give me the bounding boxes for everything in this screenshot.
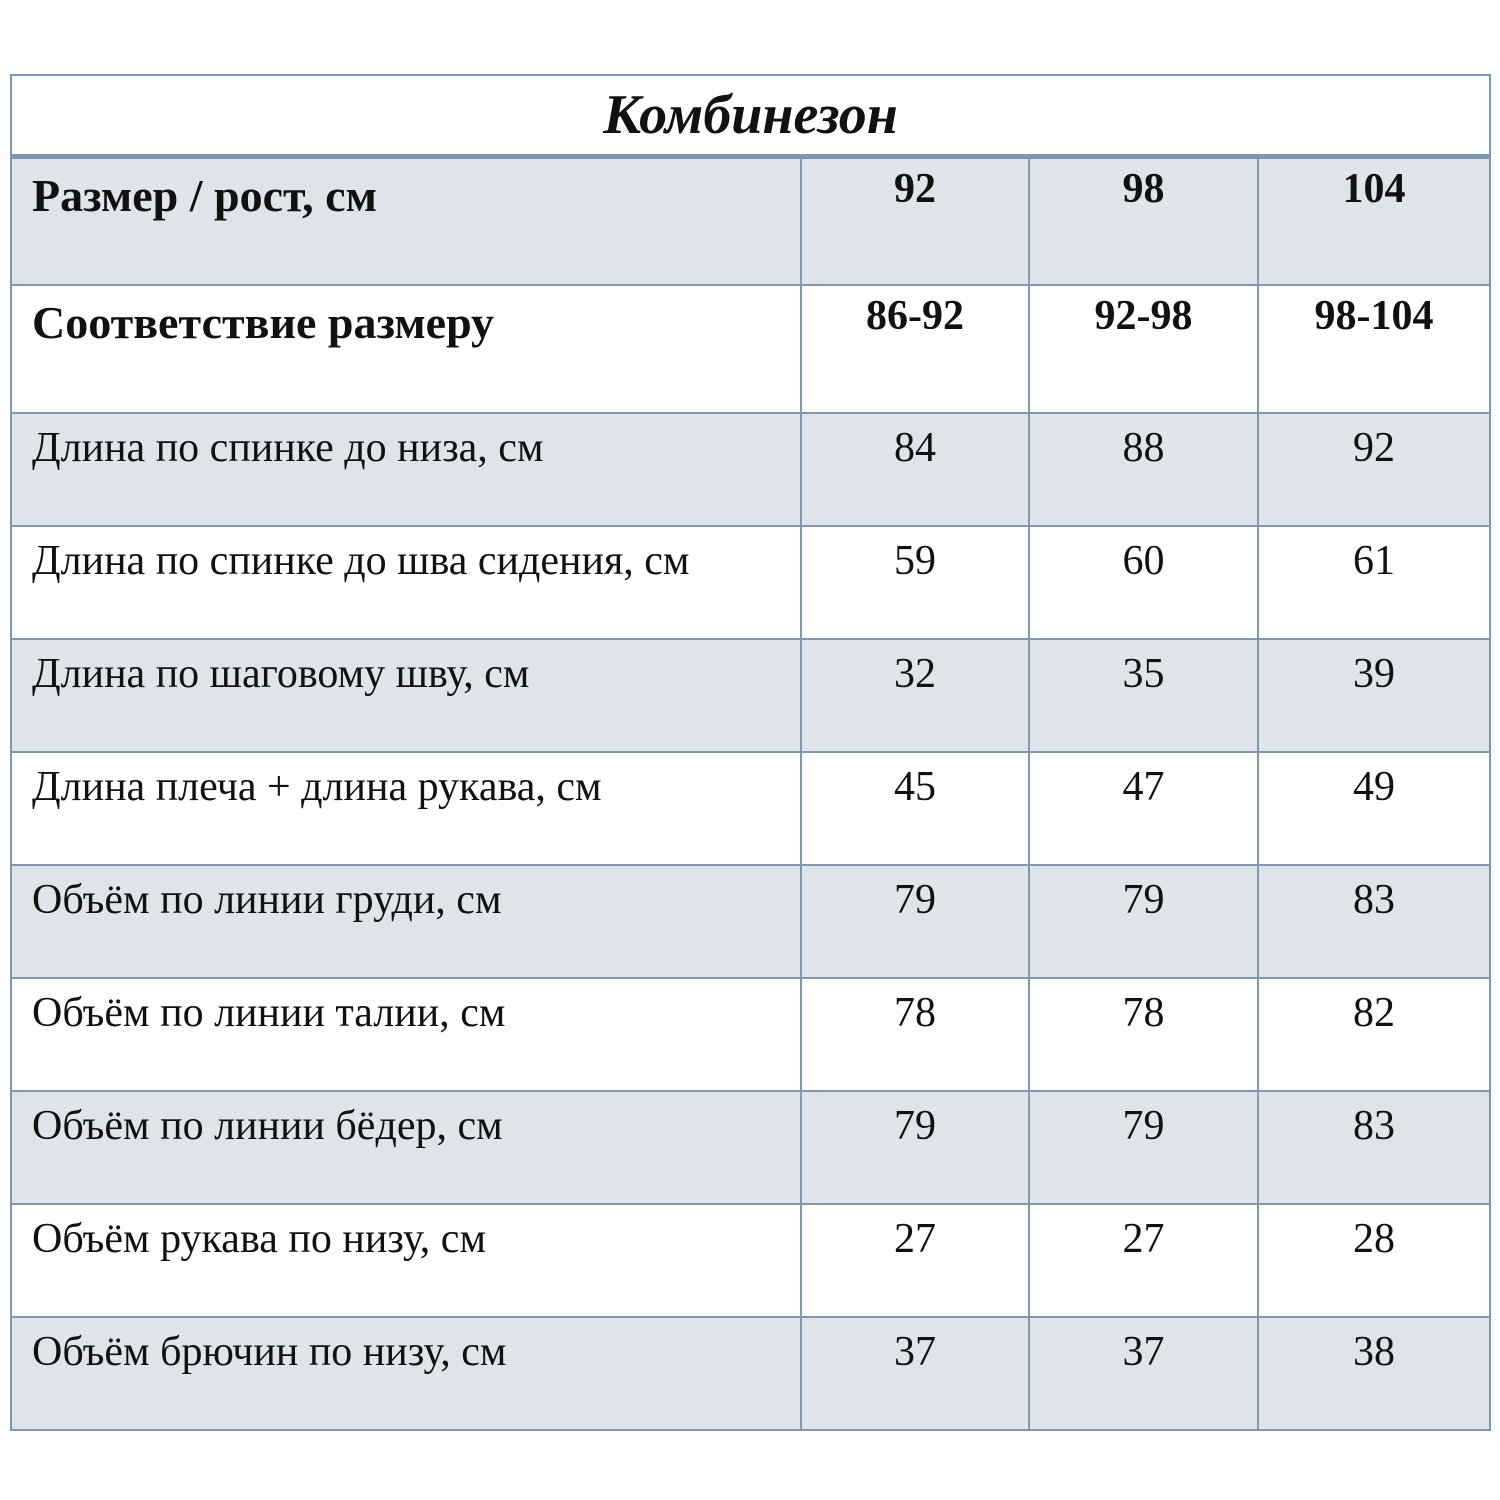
row-label: Длина по спинке до низа, см <box>11 413 801 526</box>
table-cell: 45 <box>801 752 1029 865</box>
size-correspondence-row <box>11 285 1490 413</box>
table-row <box>11 1091 1490 1204</box>
row-label: Объём по линии бёдер, см <box>11 1091 801 1204</box>
table-row <box>11 1317 1490 1430</box>
table-cell: 79 <box>801 1091 1029 1204</box>
table-cell: 59 <box>801 526 1029 639</box>
table-row <box>11 865 1490 978</box>
table-cell: 83 <box>1258 865 1490 978</box>
table-cell: 92 <box>1258 413 1490 526</box>
table-cell: 60 <box>1029 526 1258 639</box>
table-cell: 92-98 <box>1029 285 1258 413</box>
table-cell: 37 <box>1029 1317 1258 1430</box>
table-row <box>11 413 1490 526</box>
size-92-header: 92 <box>801 157 1029 285</box>
row-label: Длина плеча + длина рукава, см <box>11 752 801 865</box>
row-label: Размер / рост, см <box>11 157 801 285</box>
table-cell: 82 <box>1258 978 1490 1091</box>
table-cell: 78 <box>801 978 1029 1091</box>
size-98-header: 98 <box>1029 157 1258 285</box>
table-title: Комбинезон <box>11 75 1490 157</box>
table-cell: 79 <box>1029 1091 1258 1204</box>
table-row <box>11 1204 1490 1317</box>
table-cell: 38 <box>1258 1317 1490 1430</box>
table-cell: 79 <box>801 865 1029 978</box>
table-cell: 32 <box>801 639 1029 752</box>
table-cell: 61 <box>1258 526 1490 639</box>
table-cell: 37 <box>801 1317 1029 1430</box>
row-label: Объём по линии талии, см <box>11 978 801 1091</box>
table-cell: 84 <box>801 413 1029 526</box>
table-cell: 35 <box>1029 639 1258 752</box>
size-chart-table <box>10 74 1491 1431</box>
table-row <box>11 526 1490 639</box>
table-cell: 27 <box>1029 1204 1258 1317</box>
row-label: Длина по шаговому шву, см <box>11 639 801 752</box>
table-cell: 49 <box>1258 752 1490 865</box>
table-cell: 39 <box>1258 639 1490 752</box>
size-104-header: 104 <box>1258 157 1490 285</box>
table-row <box>11 639 1490 752</box>
table-cell: 78 <box>1029 978 1258 1091</box>
table-cell: 28 <box>1258 1204 1490 1317</box>
table-cell: 27 <box>801 1204 1029 1317</box>
row-label: Объём по линии груди, см <box>11 865 801 978</box>
size-height-row <box>11 157 1490 285</box>
table-row <box>11 752 1490 865</box>
table-cell: 47 <box>1029 752 1258 865</box>
table-row <box>11 978 1490 1091</box>
row-label: Соответствие размеру <box>11 285 801 413</box>
table-cell: 79 <box>1029 865 1258 978</box>
table-cell: 86-92 <box>801 285 1029 413</box>
title-row <box>11 75 1490 157</box>
row-label: Объём брючин по низу, см <box>11 1317 801 1430</box>
row-label: Длина по спинке до шва сидения, см <box>11 526 801 639</box>
row-label: Объём рукава по низу, см <box>11 1204 801 1317</box>
table-cell: 83 <box>1258 1091 1490 1204</box>
table-cell: 88 <box>1029 413 1258 526</box>
table-cell: 98-104 <box>1258 285 1490 413</box>
